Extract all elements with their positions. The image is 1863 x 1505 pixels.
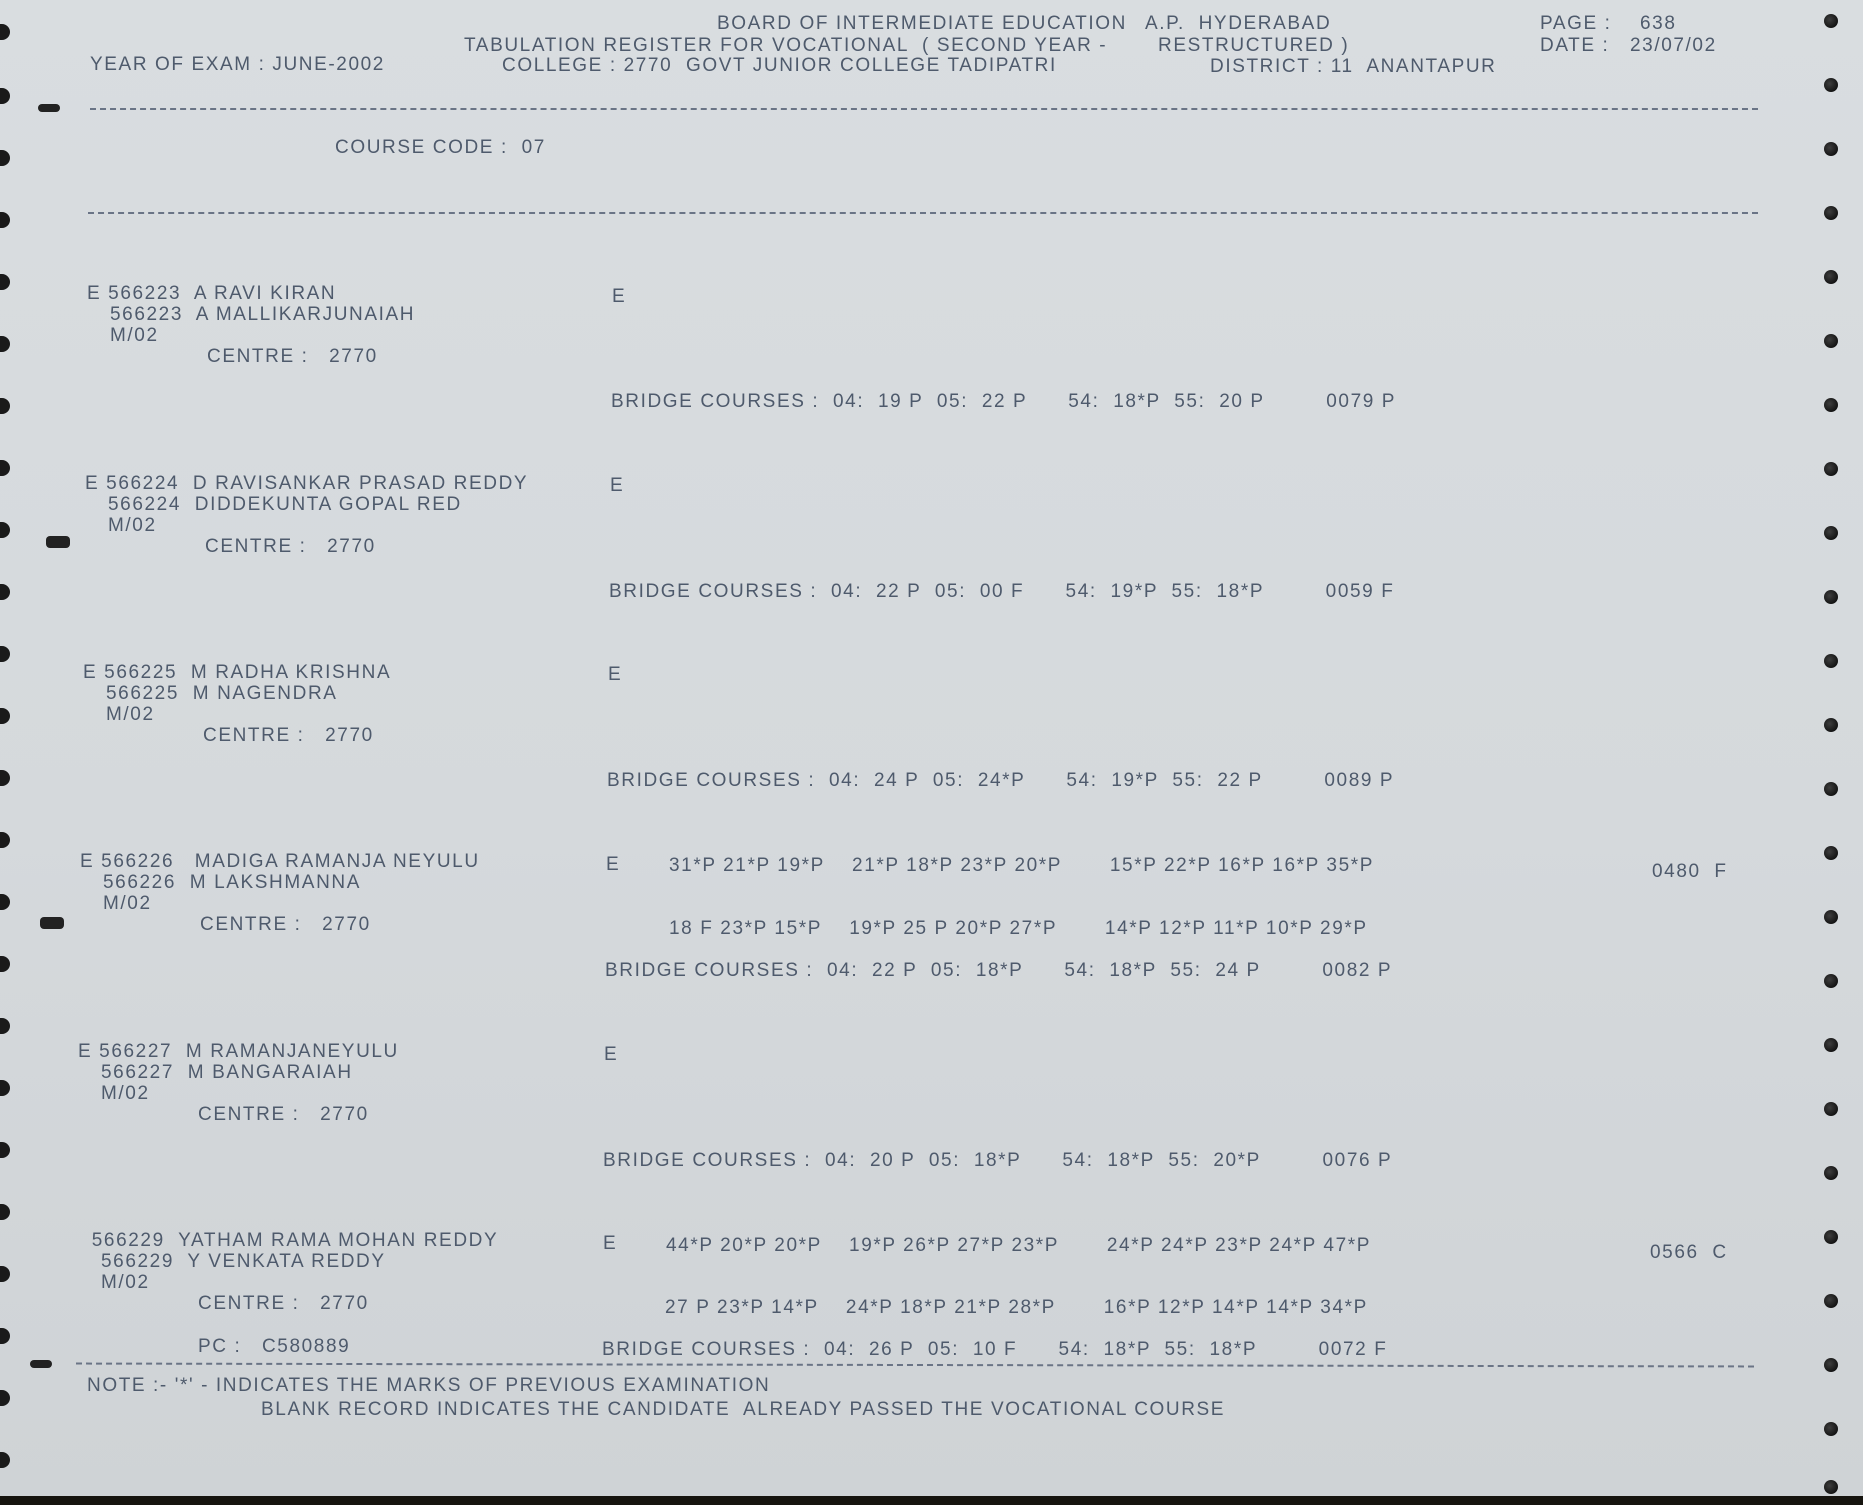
candidate-category: M/02 [101, 1083, 150, 1104]
note-line-2: BLANK RECORD INDICATES THE CANDIDATE ALREADY PASSED THE VOCATIONAL COURSE [261, 1399, 1226, 1420]
binding-hole [0, 522, 10, 538]
feed-hole [1824, 206, 1838, 220]
candidate-centre: CENTRE : 2770 [200, 914, 371, 935]
binding-hole [0, 1142, 10, 1158]
feed-hole [1824, 1294, 1838, 1308]
candidate-id-name: E 566224 D RAVISANKAR PRASAD REDDY [85, 473, 529, 494]
feed-hole [1824, 462, 1838, 476]
binding-hole [0, 274, 10, 290]
binding-hole [0, 212, 10, 228]
candidate-id-name: E 566223 A RAVI KIRAN [87, 283, 337, 304]
candidate-parent: 566224 DIDDEKUNTA GOPAL RED [108, 494, 462, 515]
binding-hole [0, 398, 10, 414]
feed-hole [1824, 526, 1838, 540]
ink-mark [30, 1360, 52, 1368]
feed-hole [1824, 782, 1838, 796]
binding-hole [0, 88, 10, 104]
district-info: DISTRICT : 11 ANANTAPUR [1210, 56, 1497, 77]
binding-hole [0, 1204, 10, 1220]
subject-marks-row1: 44*P 20*P 20*P 19*P 26*P 27*P 23*P 24*P 24*P 23*P 24*P 47*P [666, 1235, 1372, 1256]
total-result-1: 0480 F [1652, 861, 1728, 882]
binding-hole [0, 1390, 10, 1406]
register-title: TABULATION REGISTER FOR VOCATIONAL ( SECOND YEAR - [464, 35, 1108, 56]
ink-mark [46, 536, 70, 548]
feed-hole [1824, 974, 1838, 988]
feed-hole [1824, 14, 1838, 28]
subject-marks-row2: 18 F 23*P 15*P 19*P 25 P 20*P 27*P 14*P 12*P 11*P 10*P 29*P [669, 918, 1368, 939]
feed-hole [1824, 1358, 1838, 1372]
binding-hole [0, 770, 10, 786]
binding-hole [0, 1080, 10, 1096]
candidate-centre: CENTRE : 2770 [205, 536, 376, 557]
binding-hole [0, 336, 10, 352]
ink-mark [38, 104, 60, 112]
feed-hole [1824, 142, 1838, 156]
candidate-grade: E [603, 1233, 618, 1254]
feed-hole [1824, 1422, 1838, 1436]
candidate-centre: CENTRE : 2770 [198, 1293, 369, 1314]
date-label: DATE : [1540, 35, 1610, 56]
total-result-1: 0566 C [1650, 1242, 1728, 1263]
candidate-centre: CENTRE : 2770 [203, 725, 374, 746]
feed-hole [1824, 78, 1838, 92]
binding-hole [0, 1266, 10, 1282]
feed-hole [1824, 1102, 1838, 1116]
candidate-id-name: E 566226 MADIGA RAMANJA NEYULU [80, 851, 480, 872]
feed-hole [1824, 846, 1838, 860]
feed-hole [1824, 910, 1838, 924]
feed-hole [1824, 590, 1838, 604]
course-code: COURSE CODE : 07 [335, 137, 546, 158]
candidate-id-name: E 566227 M RAMANJANEYULU [78, 1041, 399, 1062]
candidate-category: M/02 [101, 1272, 150, 1293]
binding-hole [0, 1328, 10, 1344]
candidate-grade: E [604, 1044, 619, 1065]
candidate-parent: 566225 M NAGENDRA [106, 683, 338, 704]
feed-hole [1824, 1038, 1838, 1052]
binding-hole [0, 832, 10, 848]
feed-hole [1824, 1166, 1838, 1180]
feed-hole [1824, 718, 1838, 732]
college-info: COLLEGE : 2770 GOVT JUNIOR COLLEGE TADIPATRI [502, 55, 1057, 76]
candidate-category: M/02 [110, 325, 159, 346]
candidate-category: M/02 [108, 515, 157, 536]
print-date: 23/07/02 [1630, 35, 1717, 56]
state-city: A.P. HYDERABAD [1145, 13, 1332, 34]
bridge-courses: BRIDGE COURSES : 04: 24 P 05: 24*P 54: 19*P 55: 22 P 0089 P [607, 770, 1395, 791]
candidate-id-name: E 566225 M RADHA KRISHNA [83, 662, 392, 683]
binding-hole [0, 646, 10, 662]
binding-hole [0, 150, 10, 166]
candidate-category: M/02 [106, 704, 155, 725]
candidate-grade: E [610, 475, 625, 496]
binding-hole [0, 956, 10, 972]
candidate-grade: E [612, 286, 627, 307]
binding-hole [0, 24, 10, 40]
binding-hole [0, 1452, 10, 1468]
subject-marks-row1: 31*P 21*P 19*P 21*P 18*P 23*P 20*P 15*P 22*P 16*P 16*P 35*P [669, 855, 1375, 876]
binding-hole [0, 894, 10, 910]
binding-hole [0, 708, 10, 724]
course-rule [88, 212, 1758, 214]
candidate-centre: CENTRE : 2770 [207, 346, 378, 367]
candidate-category: M/02 [103, 893, 152, 914]
binding-hole [0, 460, 10, 476]
candidate-grade: E [606, 854, 621, 875]
subject-marks-row2: 27 P 23*P 14*P 24*P 18*P 21*P 28*P 16*P 12*P 14*P 14*P 34*P [665, 1297, 1368, 1318]
feed-hole [1824, 1480, 1838, 1494]
feed-hole [1824, 398, 1838, 412]
restructured-label: RESTRUCTURED ) [1158, 35, 1350, 56]
ink-mark [40, 917, 64, 929]
page-number: 638 [1640, 13, 1677, 34]
candidate-parent: 566226 M LAKSHMANNA [103, 872, 361, 893]
bridge-courses: BRIDGE COURSES : 04: 22 P 05: 00 F 54: 19*P 55: 18*P 0059 F [609, 581, 1395, 602]
bridge-courses: BRIDGE COURSES : 04: 19 P 05: 22 P 54: 18*P 55: 20 P 0079 P [611, 391, 1397, 412]
candidate-parent: 566227 M BANGARAIAH [101, 1062, 353, 1083]
board-title: BOARD OF INTERMEDIATE EDUCATION [717, 13, 1127, 34]
bridge-courses: BRIDGE COURSES : 04: 20 P 05: 18*P 54: 18*P 55: 20*P 0076 P [603, 1150, 1393, 1171]
year-of-exam: YEAR OF EXAM : JUNE-2002 [90, 54, 385, 75]
candidate-parent: 566229 Y VENKATA REDDY [101, 1251, 386, 1272]
feed-hole [1824, 334, 1838, 348]
binding-hole [0, 584, 10, 600]
header-rule [90, 108, 1758, 110]
note-line-1: NOTE :- '*' - INDICATES THE MARKS OF PREVIOUS EXAMINATION [87, 1375, 771, 1396]
feed-hole [1824, 654, 1838, 668]
pc-number: PC : C580889 [198, 1336, 351, 1357]
binding-hole [0, 1018, 10, 1034]
bridge-courses: BRIDGE COURSES : 04: 26 P 05: 10 F 54: 18*P 55: 18*P 0072 F [602, 1339, 1388, 1360]
bridge-courses: BRIDGE COURSES : 04: 22 P 05: 18*P 54: 18*P 55: 24 P 0082 P [605, 960, 1393, 981]
candidate-id-name: 566229 YATHAM RAMA MOHAN REDDY [78, 1230, 499, 1251]
candidate-parent: 566223 A MALLIKARJUNAIAH [110, 304, 416, 325]
candidate-centre: CENTRE : 2770 [198, 1104, 369, 1125]
feed-hole [1824, 270, 1838, 284]
footer-rule [76, 1363, 1754, 1368]
candidate-grade: E [608, 664, 623, 685]
page-label: PAGE : [1540, 13, 1612, 34]
feed-hole [1824, 1230, 1838, 1244]
